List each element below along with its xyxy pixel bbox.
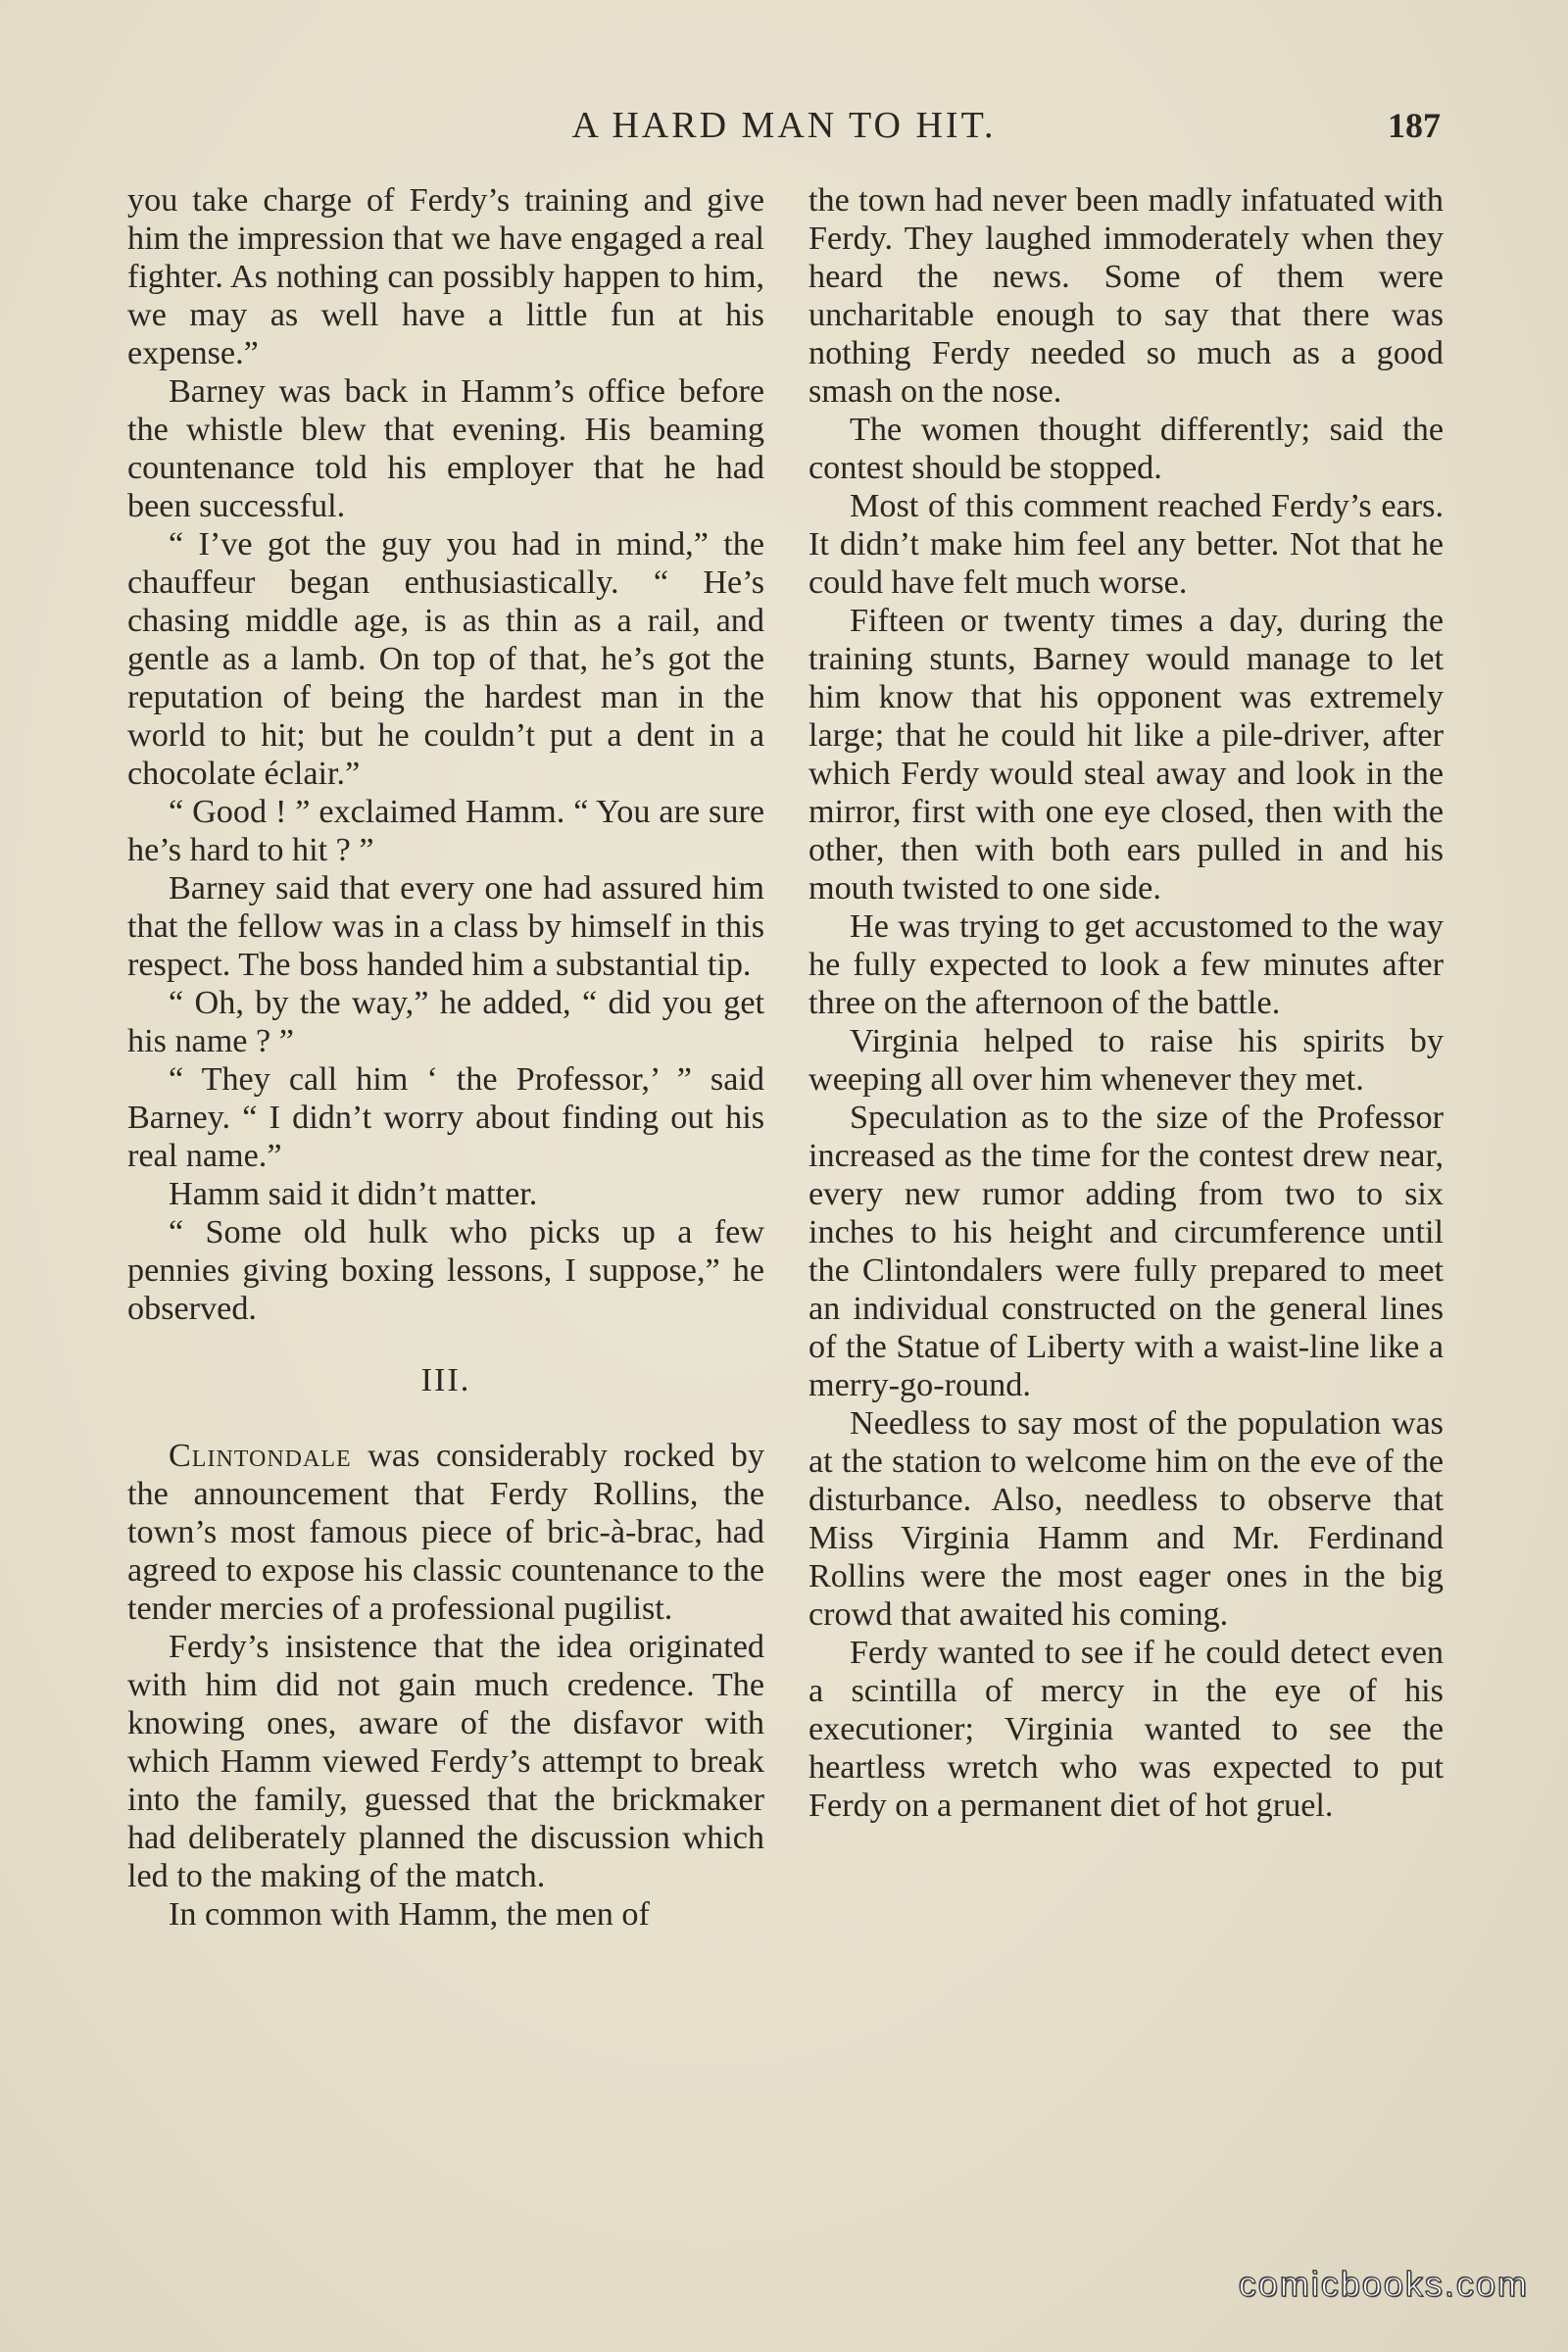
paragraph: In common with Hamm, the men of — [169, 1896, 650, 1933]
paragraph: Barney said that every one had assured him that the fellow was in a class by himself in this respect. The boss handed him a substantial tip. — [127, 870, 764, 983]
page-header — [127, 96, 1441, 155]
paragraph: you take charge of Ferdy’s training and give him the impression that we have engaged a real fighter. As nothing can possibly happen to him, we may as well have a little fun at his expense.” — [127, 182, 764, 371]
paragraph: “ Good ! ” exclaimed Hamm. “ You are sure he’s hard to hit ? ” — [127, 794, 764, 868]
page-number: 187 — [1388, 106, 1441, 145]
section-lead-word: Clintondale — [169, 1438, 352, 1474]
paragraph: the town had never been madly infatuated with Ferdy. They laughed immoderately when they heard the news. Some of them were uncharitable enough to say that there was nothing Ferdy needed so much as a good smash on the nose. — [808, 182, 1444, 410]
running-title: A HARD MAN TO HIT. — [571, 105, 997, 146]
paragraph: Barney was back in Hamm’s office before the whistle blew that evening. His beaming countenance told his employer that he had been successful. — [127, 373, 764, 524]
section-opening-paragraph — [127, 1437, 764, 1628]
paragraph: Needless to say most of the population was at the station to welcome him on the eve of the disturbance. Also, needless to observe that Miss Virginia Hamm and Mr. Ferdinand Rollins were the most eager ones in the big crowd that awaited his coming. — [808, 1405, 1444, 1633]
paragraph: “ I’ve got the guy you had in mind,” the chauffeur began enthusiastically. “ He’s chasing middle age, is as thin as a rail, and gentle as a lamb. On top of that, he’s got the reputation of being the hardest man in the world to hit; but he couldn’t put a dent in a chocolate éclair.” — [127, 526, 764, 792]
paragraph: “ Oh, by the way,” he added, “ did you get his name ? ” — [127, 985, 764, 1059]
paragraph: Hamm said it didn’t matter. — [169, 1176, 538, 1212]
paragraph: Virginia helped to raise his spirits by weeping all over him whenever they met. — [808, 1023, 1444, 1098]
paragraph: Fifteen or twenty times a day, during the training stunts, Barney would manage to let him know that his opponent was extremely large; that he could hit like a pile-driver, after which Ferdy would steal away and look in the mirror, first with one eye closed, then with the other, then with both ears pulled in and his mouth twisted to one side. — [808, 603, 1444, 906]
paragraph: He was trying to get accustomed to the way he fully expected to look a few minutes after three on the afternoon of the battle. — [808, 908, 1444, 1021]
left-column — [127, 181, 764, 1934]
paragraph: “ Some old hulk who picks up a few pennies giving boxing lessons, I suppose,” he observed. — [127, 1214, 764, 1327]
section-opening-text: was considerably rocked by the announcement that Ferdy Rollins, the town’s most famous piece of bric-à-brac, had agreed to expose his classic countenance to the tender mercies of a professional pugilist. — [127, 1438, 764, 1627]
watermark: comicbooks.com — [1238, 2264, 1529, 2304]
paragraph: Most of this comment reached Ferdy’s ears. It didn’t make him feel any better. Not that he could have felt much worse. — [808, 488, 1444, 601]
section-heading: III. — [420, 1362, 471, 1398]
paragraph: Ferdy’s insistence that the idea originated with him did not gain much credence. The knowing ones, aware of the disfavor with which Hamm viewed Ferdy’s attempt to break into the family, guessed that the brickmaker had deliberately planned the discussion which led to the making of the match. — [127, 1629, 764, 1894]
right-column — [808, 181, 1444, 1825]
paragraph: Ferdy wanted to see if he could detect even a scintilla of mercy in the eye of his executioner; Virginia wanted to see the heartless wretch who was expected to put Ferdy on a permanent diet of hot gruel. — [808, 1635, 1444, 1824]
paragraph: The women thought differently; said the contest should be stopped. — [808, 412, 1444, 486]
paragraph: Speculation as to the size of the Professor increased as the time for the contest drew near, every new rumor adding from two to six inches to his height and circumference until the Clintondalers were fully prepared to meet an individual constructed on the general lines of the Statue of Liberty with a waist-line like a merry-go-round. — [808, 1100, 1444, 1403]
paragraph: “ They call him ‘ the Professor,’ ” said Barney. “ I didn’t worry about finding out his real name.” — [127, 1061, 764, 1174]
